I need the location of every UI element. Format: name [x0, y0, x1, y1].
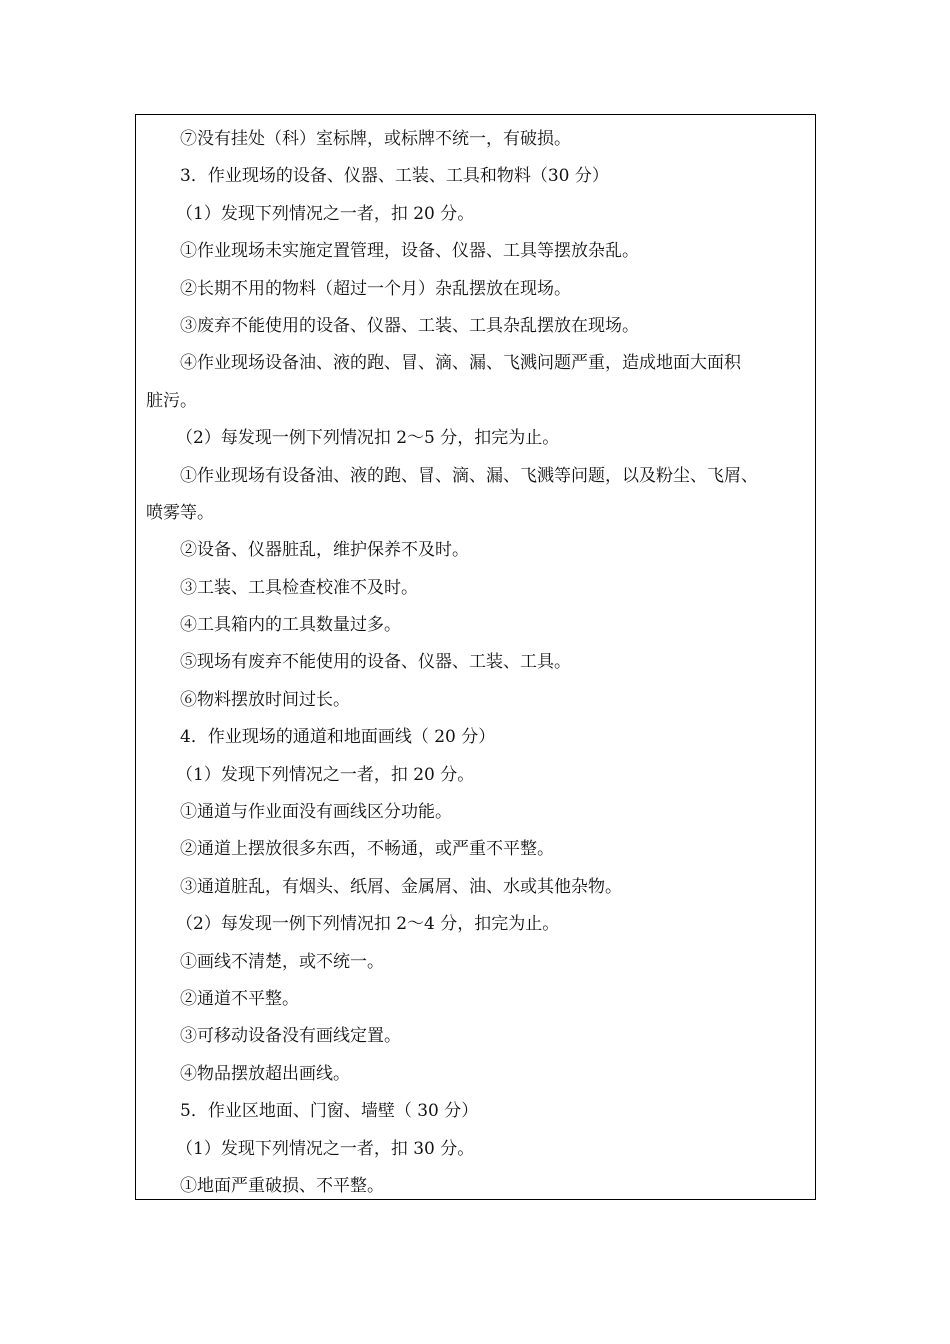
document-line: ⑤现场有废弃不能使用的设备、仪器、工装、工具。: [180, 652, 571, 673]
document-line: ④物品摆放超出画线。: [180, 1063, 350, 1084]
document-line: 喷雾等。: [146, 502, 214, 523]
document-line: 3．作业现场的设备、仪器、工装、工具和物料（30 分）: [180, 166, 609, 187]
document-line: （1）发现下列情况之一者，扣 20 分。: [176, 203, 475, 224]
document-line: ①作业现场有设备油、液的跑、冒、滴、漏、飞溅等问题，以及粉尘、飞屑、: [180, 465, 758, 486]
document-line: ③可移动设备没有画线定置。: [180, 1026, 401, 1047]
document-line: ③废弃不能使用的设备、仪器、工装、工具杂乱摆放在现场。: [180, 315, 639, 336]
document-line: ①作业现场未实施定置管理，设备、仪器、工具等摆放杂乱。: [180, 241, 639, 262]
document-line: ③工装、工具检查校准不及时。: [180, 577, 418, 598]
document-line: ⑥物料摆放时间过长。: [180, 689, 350, 710]
document-table-cell: [135, 114, 816, 1200]
document-line: （1）发现下列情况之一者，扣 30 分。: [176, 1138, 475, 1159]
document-body: [146, 121, 808, 1205]
document-line: ①通道与作业面没有画线区分功能。: [180, 802, 452, 823]
document-line: ②通道不平整。: [180, 988, 299, 1009]
document-line: 5．作业区地面、门窗、墙壁（ 30 分）: [180, 1101, 479, 1122]
document-line: ③通道脏乱，有烟头、纸屑、金属屑、油、水或其他杂物。: [180, 876, 622, 897]
document-line: 4．作业现场的通道和地面画线（ 20 分）: [180, 727, 496, 748]
document-line: ②长期不用的物料（超过一个月）杂乱摆放在现场。: [180, 278, 571, 299]
document-line: ①地面严重破损、不平整。: [180, 1175, 384, 1196]
document-line: （2）每发现一例下列情况扣 2～5 分，扣完为止。: [176, 428, 560, 449]
document-line: 脏污。: [146, 390, 197, 411]
document-line: （2）每发现一例下列情况扣 2～4 分，扣完为止。: [176, 914, 560, 935]
document-line: ②通道上摆放很多东西，不畅通，或严重不平整。: [180, 839, 554, 860]
document-line: ④作业现场设备油、液的跑、冒、滴、漏、飞溅问题严重，造成地面大面积: [180, 353, 741, 374]
document-line: ⑦没有挂处（科）室标牌，或标牌不统一，有破损。: [180, 129, 571, 149]
document-line: ①画线不清楚，或不统一。: [180, 951, 384, 972]
document-line: ②设备、仪器脏乱，维护保养不及时。: [180, 540, 469, 561]
document-line: ④工具箱内的工具数量过多。: [180, 615, 401, 636]
document-line: （1）发现下列情况之一者，扣 20 分。: [176, 764, 475, 785]
